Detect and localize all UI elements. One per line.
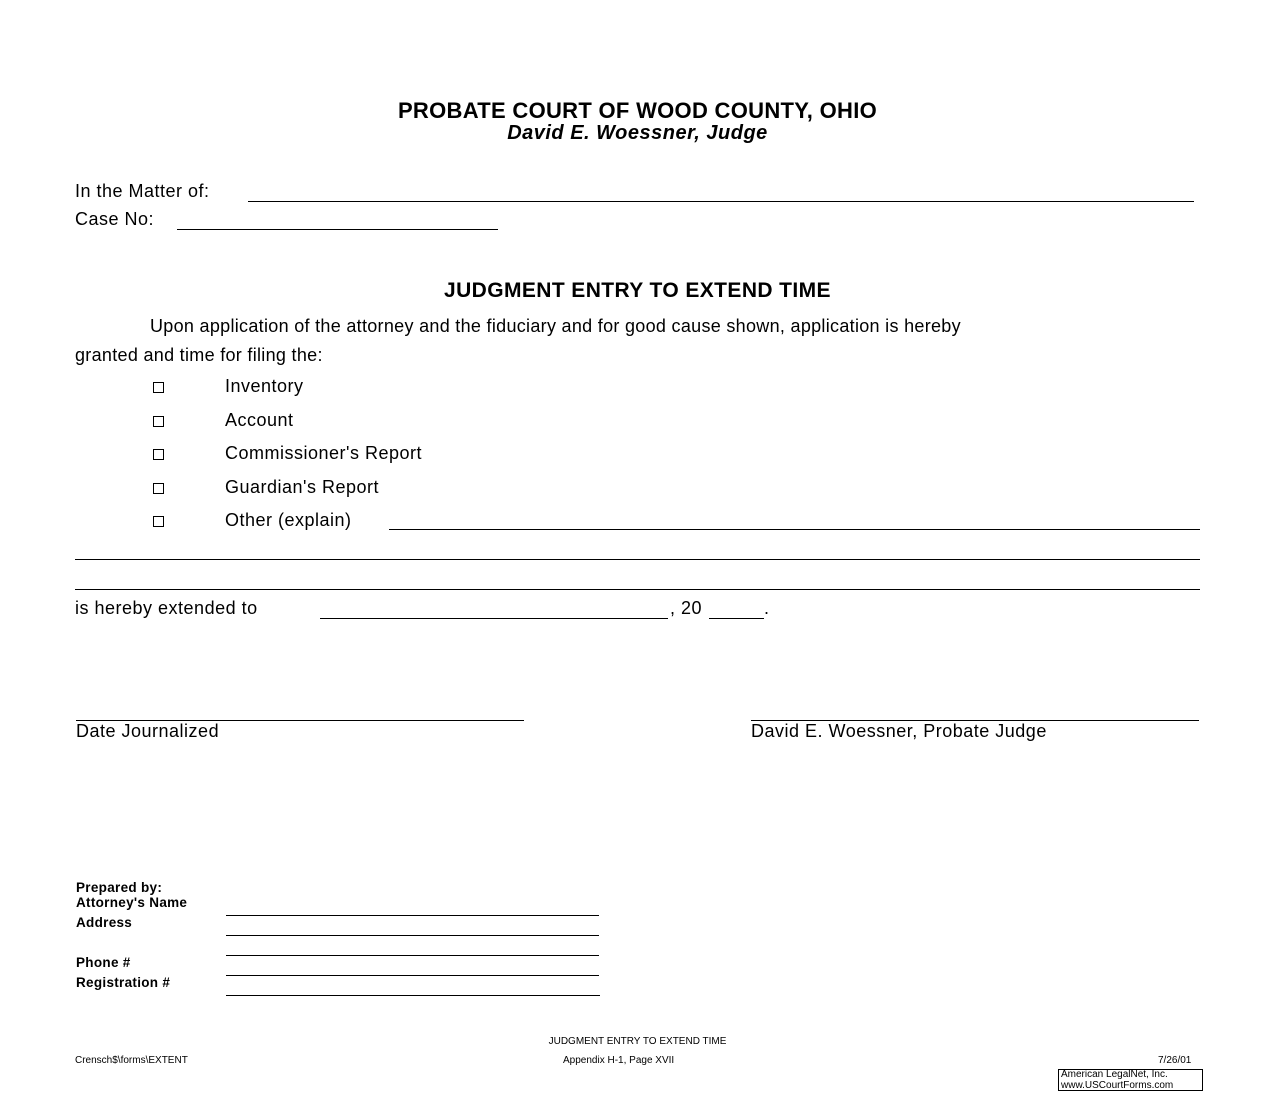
registration-label: Registration # [76,975,171,990]
matter-field[interactable] [248,182,1194,202]
explain-line-3[interactable] [75,570,1200,590]
address-label: Address [76,915,133,930]
option-guardians-report: Guardian's Report [225,477,380,497]
case-no-label: Case No: [75,209,155,229]
footer-path: Crensch$\forms\EXTENT [75,1055,188,1066]
court-name: PROBATE COURT OF WOOD COUNTY, OHIO [397,98,878,123]
intro-line-2: granted and time for filing the: [75,345,323,365]
case-no-field[interactable] [177,210,498,230]
attorney-name-field[interactable] [226,896,599,916]
checkbox-account[interactable] [153,416,164,427]
checkbox-commissioners-report[interactable] [153,449,164,460]
date-journalized-label: Date Journalized [76,721,220,741]
registration-field[interactable] [226,976,600,996]
publisher-badge[interactable] [1058,1069,1203,1091]
checkbox-inventory[interactable] [153,382,164,393]
option-inventory: Inventory [225,376,304,396]
intro-line-1: Upon application of the attorney and the fiduciary and for good cause shown, application is hereby [150,316,961,336]
other-explain-field[interactable] [389,510,1200,530]
prepared-by-heading: Prepared by: [76,880,163,895]
judge-signature-label: David E. Woessner, Probate Judge [751,721,1047,741]
date-journalized-line[interactable] [76,700,524,721]
extended-year-field[interactable] [709,599,764,619]
explain-line-2[interactable] [75,540,1200,560]
badge-line-2: www.USCourtForms.com [1061,1079,1174,1091]
option-commissioners-report: Commissioner's Report [225,443,422,463]
judge-signature-line[interactable] [751,700,1199,721]
extended-period: . [764,598,770,618]
phone-field[interactable] [226,956,599,976]
form-title: JUDGMENT ENTRY TO EXTEND TIME [444,279,831,302]
matter-label: In the Matter of: [75,181,210,201]
extended-date-field[interactable] [320,599,668,619]
checkbox-guardians-report[interactable] [153,483,164,494]
address-field-1[interactable] [226,916,599,936]
footer-title: JUDGMENT ENTRY TO EXTEND TIME [548,1036,727,1047]
judge-name: David E. Woessner, Judge [507,122,768,144]
option-other: Other (explain) [225,510,352,530]
attorney-name-label: Attorney's Name [76,895,188,910]
address-field-2[interactable] [226,936,599,956]
checkbox-other[interactable] [153,516,164,527]
option-account: Account [225,410,294,430]
extended-year-label: , 20 [670,598,703,618]
footer-date: 7/26/01 [1158,1055,1192,1066]
footer-appendix: Appendix H-1, Page XVII [563,1055,675,1066]
badge-line-1: American LegalNet, Inc. [1061,1069,1168,1080]
extended-label: is hereby extended to [75,598,258,618]
phone-label: Phone # [76,955,131,970]
